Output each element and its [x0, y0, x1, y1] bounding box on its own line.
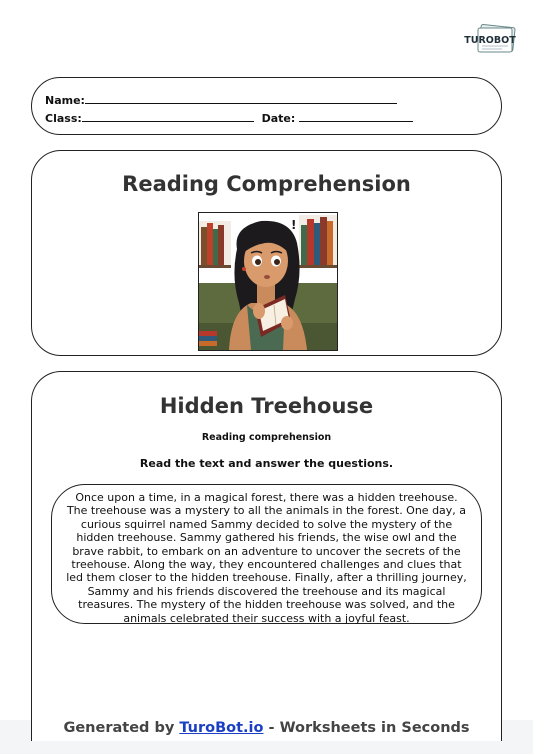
- girl-reading-illustration: [198, 212, 338, 351]
- class-date-line: [45, 112, 413, 125]
- class-label: Class:: [45, 112, 82, 125]
- story-passage: Once upon a time, in a magical forest, there was a hidden treehouse. The treehouse was a mystery to all the animals in the forest. One day, a curious squirrel named Sammy decided to solve the mystery of the hidden treehouse. Sammy gathered his friends, the wise owl and the brave rabbit, to embark on an adventure to uncover the secrets of the treehouse. Along the way, they encountered challenges and clues that led them closer to the hidden treehouse. Finally, after a thrilling journey, Sammy and his friends discovered the treehouse and its magical treasures. The mystery of the hidden treehouse was solved, and the animals celebrated their success with a joyful feast.: [51, 484, 482, 624]
- turobot-logo: [462, 24, 518, 60]
- content-box: [31, 371, 502, 741]
- story-title: Hidden Treehouse: [159, 394, 374, 418]
- turobot-link[interactable]: TuroBot.io: [179, 720, 264, 736]
- svg-text:!: !: [291, 218, 297, 232]
- story-subtitle: Reading comprehension: [201, 432, 332, 443]
- name-line: [45, 94, 397, 107]
- title-box: [31, 150, 502, 356]
- footer: [0, 720, 533, 736]
- date-field[interactable]: [299, 112, 413, 122]
- student-info-box: [31, 77, 502, 135]
- name-field[interactable]: [85, 94, 397, 104]
- footer-prefix: Generated by: [63, 720, 180, 736]
- svg-text:TUROBOT: TUROBOT: [464, 35, 516, 46]
- footer-suffix: - Worksheets in Seconds: [263, 720, 470, 736]
- date-label: Date:: [261, 112, 296, 125]
- instruction-text: Read the text and answer the questions.: [139, 457, 394, 470]
- name-label: Name:: [45, 94, 85, 107]
- class-field[interactable]: [82, 112, 254, 122]
- worksheet-heading: Reading Comprehension: [122, 172, 411, 196]
